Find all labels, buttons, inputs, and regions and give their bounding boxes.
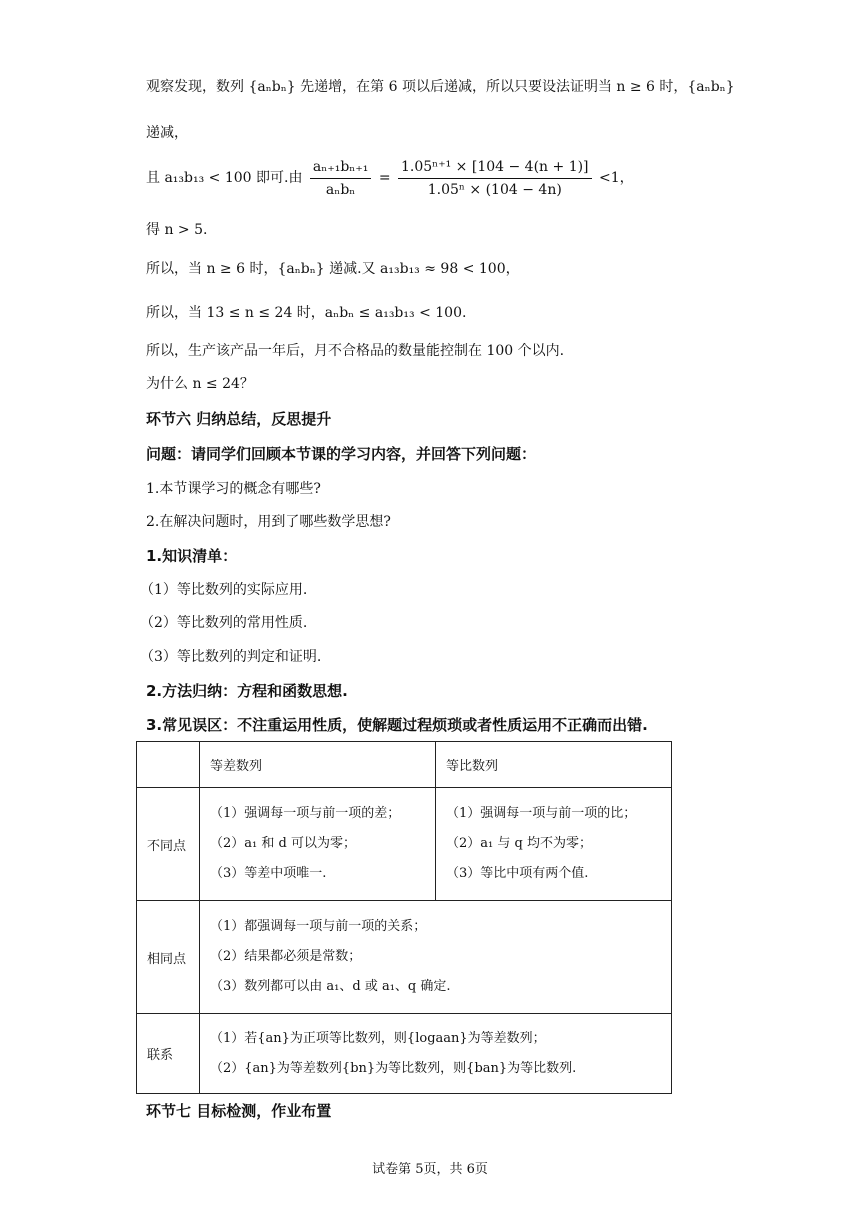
subsection-heading: 1.知识清单： — [146, 547, 238, 565]
table-header-cell: 等差数列 — [200, 742, 436, 788]
table-cell — [200, 901, 672, 1014]
cell-line: （1）强调每一项与前一项的差； — [210, 806, 401, 821]
row-label: 联系 — [137, 1014, 200, 1094]
formula-pre: 且 a₁₃b₁₃ < 100 即可.由 — [146, 170, 303, 186]
fraction-denominator: aₙbₙ — [325, 181, 356, 198]
cell-line: （2）a₁ 和 d 可以为零； — [210, 836, 356, 851]
table-cell — [200, 1014, 672, 1094]
row-label: 相同点 — [137, 901, 200, 1014]
cell-line: （1）若{an}为正项等比数列，则{logaan}为等差数列； — [210, 1030, 546, 1046]
text-line: 所以，当 n ≥ 6 时，{aₙbₙ} 递减.又 a₁₃b₁₃ ≈ 98 < 100， — [146, 261, 520, 277]
question-heading: 问题：请同学们回顾本节课的学习内容，并回答下列问题： — [146, 445, 537, 463]
text-line: 所以，生产该产品一年后，月不合格品的数量能控制在 100 个以内. — [146, 343, 565, 359]
cell-line: （1）都强调每一项与前一项的关系； — [210, 919, 427, 934]
table-cell — [137, 742, 200, 788]
table-row — [137, 1014, 672, 1094]
subsection-heading: 2.方法归纳：方程和函数思想. — [146, 682, 348, 700]
text-line: 观察发现，数列 {aₙbₙ} 先递增，在第 6 项以后递减，所以只要设法证明当 n ≥ 6 时，{aₙbₙ} — [146, 79, 735, 95]
equals-sign: = — [378, 170, 391, 186]
section-heading: 环节六 归纳总结，反思提升 — [146, 410, 332, 428]
table-row — [137, 742, 672, 788]
subsection-heading: 3.常见误区：不注重运用性质，使解题过程烦琐或者性质运用不正确而出错. — [146, 716, 648, 734]
table-cell — [436, 788, 672, 901]
table-row — [137, 788, 672, 901]
fraction-numerator: aₙ₊₁bₙ₊₁ — [310, 158, 371, 179]
fraction-ratio — [310, 158, 371, 199]
text-line: 1.本节课学习的概念有哪些? — [146, 481, 321, 497]
fraction-expanded — [398, 158, 592, 199]
text-line: 为什么 n ≤ 24？ — [146, 376, 254, 392]
text-line: 递减， — [146, 125, 188, 141]
text-line: 所以，当 13 ≤ n ≤ 24 时，aₙbₙ ≤ a₁₃b₁₃ < 100. — [146, 305, 467, 321]
cell-line: （2）a₁ 与 q 均不为零； — [446, 836, 592, 851]
cell-line: （2）结果都必须是常数； — [210, 949, 362, 964]
table-cell — [200, 788, 436, 901]
list-item: （1）等比数列的实际应用. — [140, 582, 308, 598]
section-heading: 环节七 目标检测，作业布置 — [146, 1102, 332, 1120]
fraction-numerator: 1.05ⁿ⁺¹ × [104 − 4(n + 1)] — [398, 158, 592, 179]
text-line: 得 n > 5. — [146, 222, 208, 238]
fraction-denominator: 1.05ⁿ × (104 − 4n) — [427, 181, 562, 198]
table-row — [137, 901, 672, 1014]
cell-line: （1）强调每一项与前一项的比； — [446, 806, 637, 821]
row-label: 不同点 — [137, 788, 200, 901]
cell-line: （3）等比中项有两个值. — [446, 866, 589, 881]
list-item: （2）等比数列的常用性质. — [140, 615, 308, 631]
list-item: （3）等比数列的判定和证明. — [140, 649, 322, 665]
cell-line: （3）数列都可以由 a₁、d 或 a₁、q 确定. — [210, 979, 451, 994]
comparison-table — [136, 741, 672, 1094]
formula-post: <1， — [598, 170, 634, 186]
cell-line: （2）{an}为等差数列{bn}为等比数列，则{ban}为等比数列. — [210, 1060, 577, 1076]
page-footer: 试卷第 5页，共 6页 — [372, 1162, 488, 1177]
formula-line — [146, 156, 634, 200]
table-header-cell: 等比数列 — [436, 742, 672, 788]
cell-line: （3）等差中项唯一. — [210, 866, 327, 881]
text-line: 2.在解决问题时，用到了哪些数学思想? — [146, 514, 391, 530]
